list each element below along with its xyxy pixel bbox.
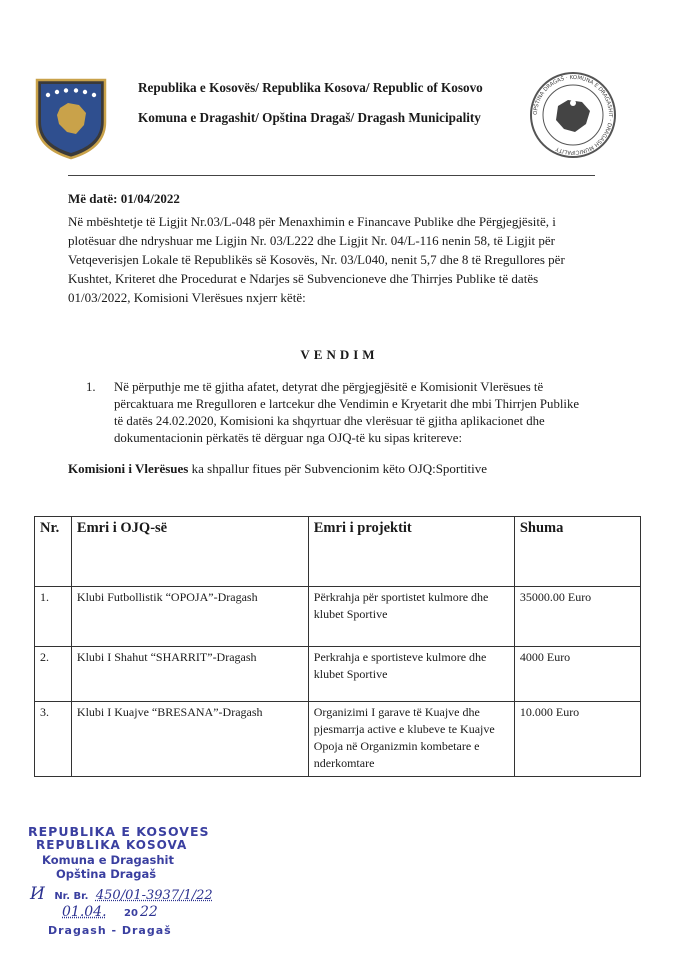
header-line-2: Komuna e Dragashit/ Opština Dragaš/ Dragash Municipality: [138, 110, 481, 125]
kosovo-coat-of-arms-icon: [34, 78, 108, 160]
commission-statement: [68, 461, 487, 477]
cell-amount: 35000.00 Euro: [514, 587, 640, 647]
col-header-project: Emri i projektit: [308, 517, 514, 587]
paragraph-line: Në mbështetje të Ligjit Nr.03/L-048 për Menaxhimin e Financave Publike dhe Përgjegjësitë, i: [68, 214, 556, 229]
cell-org: Klubi I Shahut “SHARRIT”-Dragash: [71, 647, 308, 702]
stamp-line-1: REPUBLIKA E KOSOVES: [28, 824, 210, 839]
item-line: dokumentacionin përkatës të dërguar nga OJQ-të ku sipas kritereve:: [114, 431, 463, 445]
table-row: [35, 647, 641, 702]
header-divider: [68, 175, 595, 176]
legal-basis-paragraph: [68, 212, 608, 307]
cell-project: Perkrahja e sportisteve kulmore dhe klubet Sportive: [308, 647, 514, 702]
header-line-1: Republika e Kosovës/ Republika Kosova/ Republic of Kosovo: [138, 80, 483, 95]
winners-table: [34, 516, 641, 777]
cell-nr: 1.: [35, 587, 72, 647]
item-line: Në përputhje me të gjitha afatet, detyrat dhe përgjegjësitë e Komisionit Vlerësues të: [114, 380, 544, 394]
cell-amount: 4000 Euro: [514, 647, 640, 702]
document-date: Më datë: 01/04/2022: [68, 191, 180, 206]
table-row: [35, 702, 641, 777]
col-header-nr: Nr.: [35, 517, 72, 587]
decision-title: VENDIM: [300, 347, 379, 362]
item-line: të datës 24.02.2020, Komisioni ka shqyrtuar dhe vlerësuar të gjitha aplikacionet dhe: [114, 414, 545, 428]
stamp-year-suffix: 22: [139, 904, 158, 920]
stamp-year-prefix: 20: [124, 908, 138, 919]
stamp-line-2: REPUBLIKA KOSOVA: [36, 838, 188, 852]
commission-name: Komisioni i Vlerësues: [68, 461, 189, 476]
handwritten-initial: И: [30, 884, 45, 904]
paragraph-line: plotësuar dhe ndryshuar me Ligjin Nr. 03/L222 dhe Ligjit Nr. 04/L-116 nenin 58, të Ligjit për: [68, 233, 555, 248]
cell-org: Klubi Futbollistik “OPOJA”-Dragash: [71, 587, 308, 647]
cell-org: Klubi I Kuajve “BRESANA”-Dragash: [71, 702, 308, 777]
table-header-row: [35, 517, 641, 587]
table-row: [35, 587, 641, 647]
paragraph-line: 01/03/2022, Komisioni Vlerësues nxjerr këtë:: [68, 290, 306, 305]
cell-project: Organizimi I garave të Kuajve dhe pjesmarrja active e klubeve te Kuajve Opoja në Organizmin kombetare e nderkomtare: [308, 702, 514, 777]
item-number: 1.: [86, 380, 96, 394]
stamp-registry-number: [30, 884, 213, 904]
cell-nr: 2.: [35, 647, 72, 702]
stamp-line-4: Opština Dragaš: [56, 867, 157, 881]
paragraph-line: Vetqeverisjen Lokale të Republikës së Kosovës, Nr. 03/L040, nenit 5,7 dhe 8 të Rregullores për: [68, 252, 565, 267]
col-header-amount: Shuma: [514, 517, 640, 587]
commission-statement-text: ka shpallur fitues për Subvencionim këto OJQ:Sportitive: [188, 461, 487, 476]
col-header-org: Emri i OJQ-së: [71, 517, 308, 587]
stamp-place: Dragash - Dragaš: [48, 924, 172, 937]
stamp-line-3: Komuna e Dragashit: [42, 853, 174, 867]
stamp-nr-label: Nr. Br.: [54, 891, 89, 902]
cell-nr: 3.: [35, 702, 72, 777]
stamp-date: [62, 904, 158, 920]
stamp-date-value: 01.04.: [62, 904, 107, 920]
paragraph-line: Kushtet, Kriteret dhe Procedurat e Ndarjes së Subvencioneve dhe Thirrjes Publike të datës: [68, 271, 539, 286]
seal-ring-text: OPŠTINA DRAGAŠ · KOMUNA E DRAGASHIT · DRAGASH MUNICIPALITY: [532, 74, 614, 156]
item-line: përcaktuara me Rregulloren e lartcekur dhe Vendimin e Kryetarit dhe mbi Thirrjen Publike: [114, 397, 580, 411]
stamp-nr-value: 450/01-3937/1/22: [95, 888, 213, 903]
registry-stamp: [28, 824, 258, 944]
cell-amount: 10.000 Euro: [514, 702, 640, 777]
cell-project: Përkrahja për sportistet kulmore dhe klubet Sportive: [308, 587, 514, 647]
municipality-seal-icon: [528, 70, 618, 160]
